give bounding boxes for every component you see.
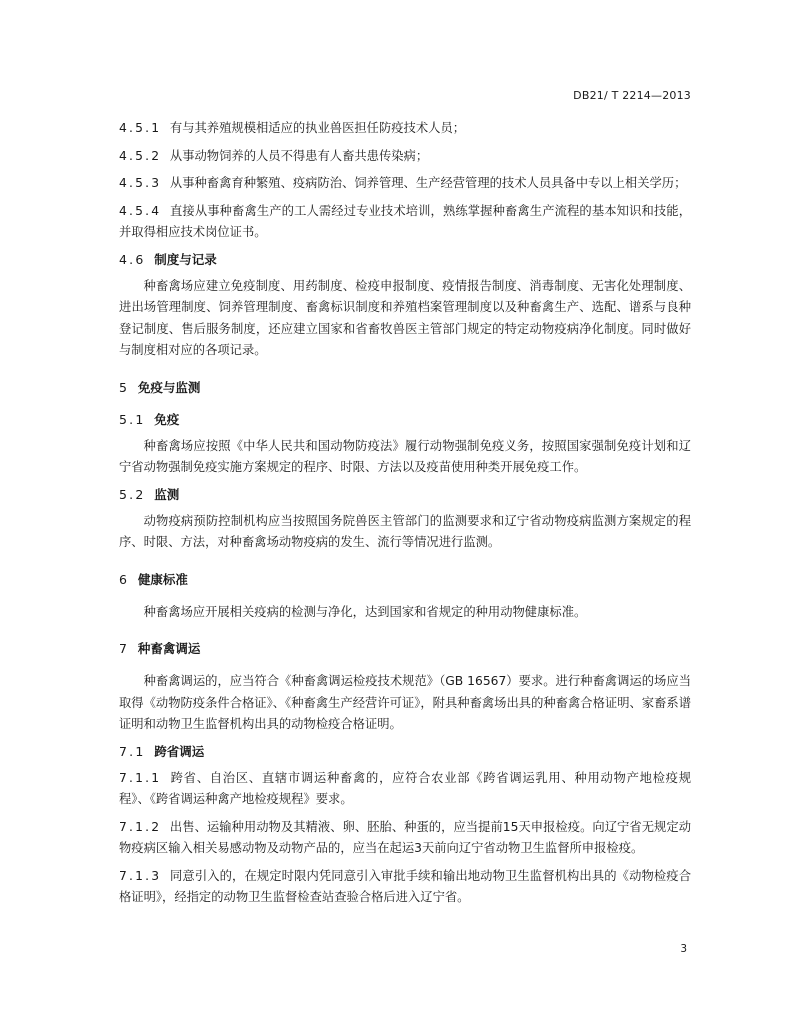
body-paragraph bbox=[119, 602, 691, 624]
clause-number: 7.1.2 bbox=[119, 819, 162, 834]
clause-text: 跨省、自治区、直辖市调运种畜禽的，应符合农业部《跨省调运乳用、种用动物产地检疫规程》、《跨省调运种禽产地检疫规程》要求。 bbox=[119, 770, 691, 806]
clause-paragraph bbox=[119, 866, 691, 909]
clause-paragraph bbox=[119, 146, 691, 168]
clause-paragraph bbox=[119, 768, 691, 811]
clause-paragraph bbox=[119, 817, 691, 860]
clause-number: 4.5.1 bbox=[119, 121, 162, 135]
clause-text: 跨省调运 bbox=[154, 743, 205, 759]
clause-text: 种畜禽调运 bbox=[137, 641, 201, 656]
section-heading bbox=[119, 378, 691, 398]
clause-text: 监测 bbox=[154, 486, 180, 502]
clause-text: 从事种畜禽育种繁殖、疫病防治、饲养管理、生产经营管理的技术人员具备中专以上相关学历； bbox=[169, 176, 687, 190]
subsection-heading bbox=[119, 250, 691, 270]
clause-text: 直接从事种畜禽生产的工人需经过专业技术培训，熟练掌握种畜禽生产流程的基本知识和技能，并取得相应技术岗位证书。 bbox=[119, 203, 691, 239]
clause-number: 6 bbox=[119, 571, 130, 587]
clause-text: 种畜禽场应开展相关疫病的检测与净化，达到国家和省规定的种用动物健康标准。 bbox=[143, 604, 587, 619]
clause-text: 免疫 bbox=[154, 411, 180, 427]
clause-text: 同意引入的，在规定时限内凭同意引入审批手续和输出地动物卫生监督机构出具的《动物检疫合格证明》，经指定的动物卫生监督检查站查验合格后进入辽宁省。 bbox=[119, 868, 691, 904]
clause-number: 7.1 bbox=[119, 743, 146, 759]
page-number: 3 bbox=[680, 943, 687, 955]
clause-number: 7.1.3 bbox=[119, 868, 162, 883]
clause-text: 有与其养殖规模相适应的执业兽医担任防疫技术人员； bbox=[169, 121, 466, 135]
section-heading bbox=[119, 639, 691, 659]
clause-text: 制度与记录 bbox=[154, 251, 217, 267]
clause-text: 健康标准 bbox=[137, 571, 188, 587]
clause-number: 7.1.1 bbox=[119, 770, 162, 785]
section-heading bbox=[119, 570, 691, 590]
subsection-heading bbox=[119, 485, 691, 505]
clause-number: 5.2 bbox=[119, 486, 146, 502]
clause-text: 从事动物饲养的人员不得患有人畜共患传染病； bbox=[169, 148, 429, 163]
subsection-heading bbox=[119, 410, 691, 430]
standard-code: DB21/ T 2214—2013 bbox=[573, 89, 691, 102]
document-body bbox=[119, 118, 691, 915]
clause-number: 5.1 bbox=[119, 411, 146, 427]
body-paragraph bbox=[119, 436, 691, 479]
clause-text: 种畜禽场应建立免疫制度、用药制度、检疫申报制度、疫情报告制度、消毒制度、无害化处理制度、进出场管理制度、饲养管理制度、畜禽标识制度和养殖档案管理制度以及种畜禽生产、选配、谱系与良种登记制度、售后服务制度，还应建立国家和省畜牧兽医主管部门规定的特定动物疫病净化制度。同时做好与制度相对应的各项记录。 bbox=[119, 278, 691, 357]
body-paragraph bbox=[119, 671, 691, 736]
clause-paragraph bbox=[119, 118, 691, 140]
clause-paragraph bbox=[119, 173, 691, 195]
body-paragraph bbox=[119, 511, 691, 554]
clause-number: 7 bbox=[119, 641, 130, 656]
clause-text: 免疫与监测 bbox=[137, 379, 201, 395]
clause-text: 出售、运输种用动物及其精液、卵、胚胎、种蛋的，应当提前15天申报检疫。向辽宁省无规定动物疫病区输入相关易感动物及动物产品的，应当在起运3天前向辽宁省动物卫生监督所申报检疫。 bbox=[119, 819, 691, 855]
clause-paragraph bbox=[119, 201, 691, 244]
clause-text: 动物疫病预防控制机构应当按照国务院兽医主管部门的监测要求和辽宁省动物疫病监测方案规定的程序、时限、方法，对种畜禽场动物疫病的发生、流行等情况进行监测。 bbox=[119, 513, 691, 549]
clause-text: 种畜禽场应按照《中华人民共和国动物防疫法》履行动物强制免疫义务，按照国家强制免疫计划和辽宁省动物强制免疫实施方案规定的程序、时限、方法以及疫苗使用种类开展免疫工作。 bbox=[119, 438, 691, 474]
clause-number: 4.5.3 bbox=[119, 176, 162, 190]
body-paragraph bbox=[119, 276, 691, 362]
clause-number: 5 bbox=[119, 379, 130, 395]
clause-text: 种畜禽调运的，应当符合《种畜禽调运检疫技术规范》（GB 16567）要求。进行种畜禽调运的场应当取得《动物防疫条件合格证》、《种畜禽生产经营许可证》，附具种畜禽场出具的种畜禽合格证明、家畜系谱证明和动物卫生监督机构出具的动物检疫合格证明。 bbox=[119, 674, 691, 731]
clause-number: 4.5.4 bbox=[119, 203, 162, 218]
subsection-heading bbox=[119, 742, 691, 762]
clause-number: 4.5.2 bbox=[119, 148, 162, 163]
clause-number: 4.6 bbox=[119, 251, 146, 267]
